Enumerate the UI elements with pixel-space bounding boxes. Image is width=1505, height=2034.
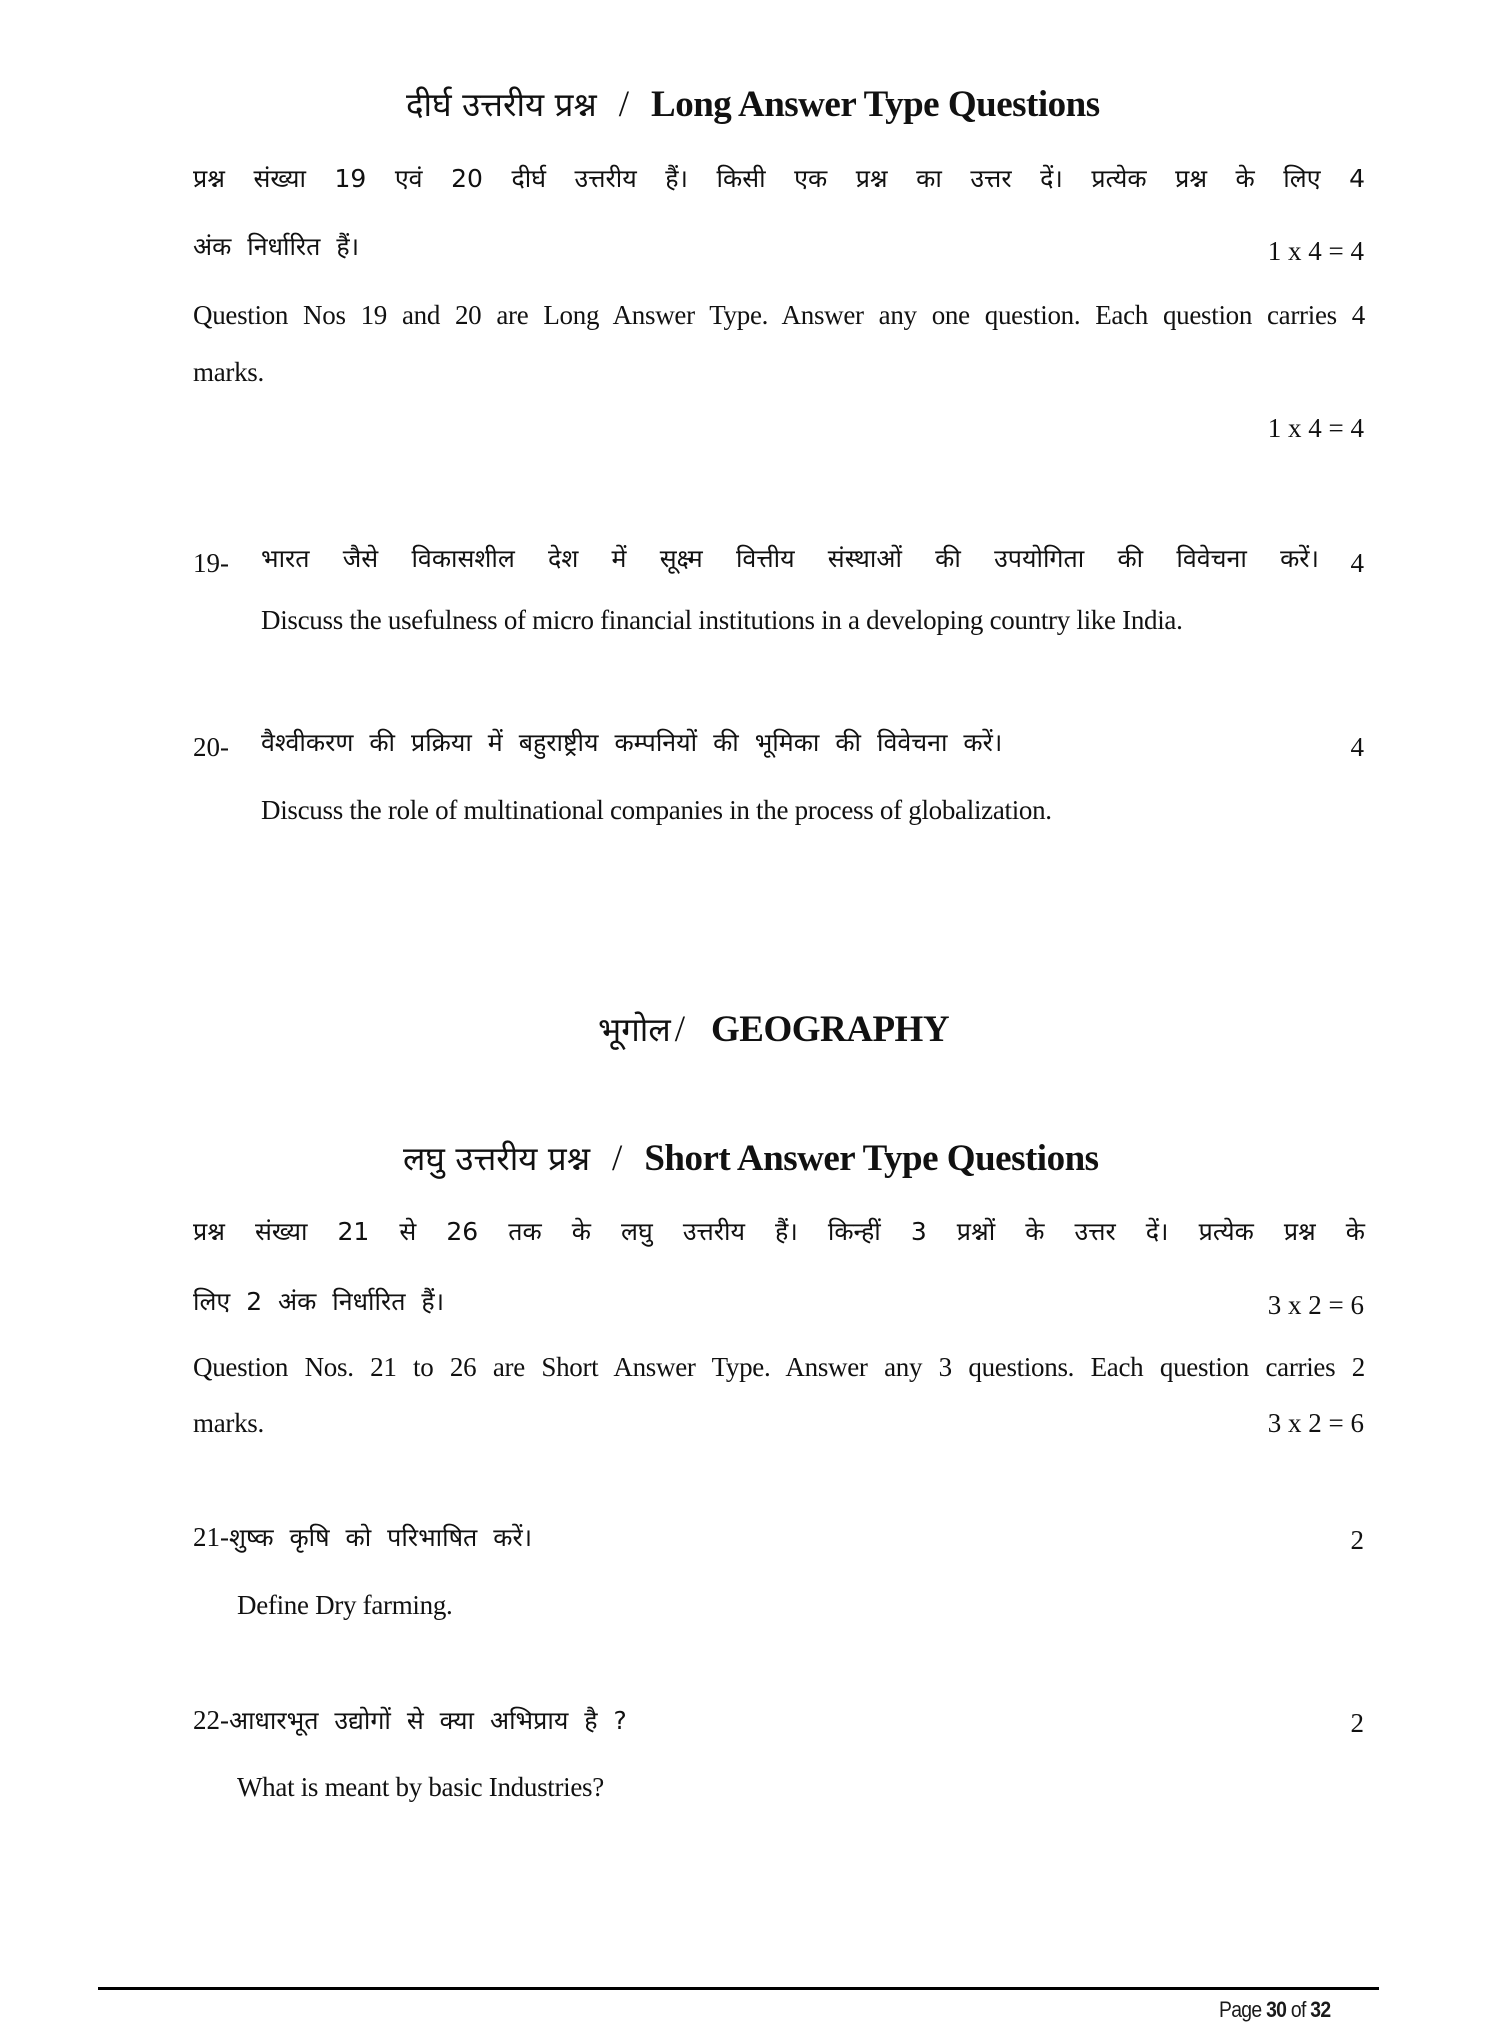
long-answer-instruction-english-line2: marks. [193, 357, 264, 387]
total-pages: 32 [1310, 1997, 1331, 2022]
question-21 [193, 1524, 532, 1551]
page-label: Page [1219, 1997, 1262, 2022]
short-answer-instruction-english-line2: marks. [193, 1408, 264, 1438]
short-answer-heading-hindi: लघु उत्तरीय प्रश्न [403, 1139, 591, 1178]
geography-section-title [598, 1011, 949, 1048]
short-answer-marks-hindi: 3 x 2 = 6 [1267, 1290, 1364, 1320]
short-answer-heading-english: Short Answer Type Questions [644, 1138, 1099, 1179]
footer-divider [98, 1987, 1379, 1990]
question-19-marks: 4 [1350, 548, 1364, 578]
question-22 [193, 1707, 627, 1734]
current-page: 30 [1266, 1997, 1287, 2022]
question-20-number: 20- [193, 732, 229, 762]
question-22-text-hindi: आधारभूत उद्योगों से क्या अभिप्राय है ? [229, 1706, 627, 1735]
of-label: of [1290, 1997, 1306, 2022]
question-19-text-hindi: भारत जैसे विकासशील देश में सूक्ष्म वित्तीय संस्थाओं की उपयोगिता की विवेचना करें। [261, 544, 1319, 573]
question-19-number: 19- [193, 548, 229, 578]
question-20-text-english: Discuss the role of multinational companies in the process of globalization. [261, 795, 1052, 825]
question-20-marks: 4 [1350, 732, 1364, 762]
heading-separator: / [618, 84, 630, 125]
long-answer-heading [406, 86, 1100, 123]
long-answer-heading-english: Long Answer Type Questions [651, 84, 1100, 125]
short-answer-instruction-hindi-line2: लिए 2 अंक निर्धारित हैं। [193, 1287, 445, 1316]
long-answer-instruction-hindi-line1: प्रश्न संख्या 19 एवं 20 दीर्घ उत्तरीय हैं। किसी एक प्रश्न का उत्तर दें। प्रत्येक प्रश्न के लिए 4 [193, 164, 1365, 193]
question-21-marks: 2 [1350, 1525, 1364, 1555]
geography-title-english: GEOGRAPHY [710, 1009, 950, 1050]
geography-title-separator: / [674, 1009, 685, 1050]
page-number [1219, 1999, 1330, 2021]
short-answer-heading [403, 1140, 1099, 1177]
long-answer-marks-hindi: 1 x 4 = 4 [1267, 236, 1364, 266]
question-22-text-english: What is meant by basic Industries? [237, 1772, 604, 1802]
question-22-marks: 2 [1350, 1708, 1364, 1738]
geography-title-hindi: भूगोल [598, 1010, 671, 1049]
question-21-text-hindi: शुष्क कृषि को परिभाषित करें। [229, 1523, 533, 1552]
question-20-text-hindi: वैश्वीकरण की प्रक्रिया में बहुराष्ट्रीय कम्पनियों की भूमिका की विवेचना करें। [261, 728, 1003, 757]
question-21-text-english: Define Dry farming. [237, 1590, 453, 1620]
question-19-text-english: Discuss the usefulness of micro financial institutions in a developing country like India. [261, 605, 1183, 635]
question-22-number: 22- [193, 1705, 229, 1735]
short-answer-instruction-english-line1: Question Nos. 21 to 26 are Short Answer Type. Answer any 3 questions. Each question carries 2 [193, 1352, 1365, 1382]
long-answer-instruction-english-line1: Question Nos 19 and 20 are Long Answer Type. Answer any one question. Each question carries 4 [193, 300, 1365, 330]
question-21-number: 21- [193, 1522, 229, 1552]
long-answer-heading-hindi: दीर्घ उत्तरीय प्रश्न [406, 85, 597, 124]
heading-separator: / [612, 1138, 623, 1179]
short-answer-marks-english: 3 x 2 = 6 [1267, 1408, 1364, 1438]
long-answer-instruction-hindi-line2: अंक निर्धारित हैं। [193, 232, 360, 261]
long-answer-marks-english: 1 x 4 = 4 [1267, 413, 1364, 443]
short-answer-instruction-hindi-line1: प्रश्न संख्या 21 से 26 तक के लघु उत्तरीय हैं। किन्हीं 3 प्रश्नों के उत्तर दें। प्रत्येक प्रश्न के [193, 1217, 1365, 1246]
